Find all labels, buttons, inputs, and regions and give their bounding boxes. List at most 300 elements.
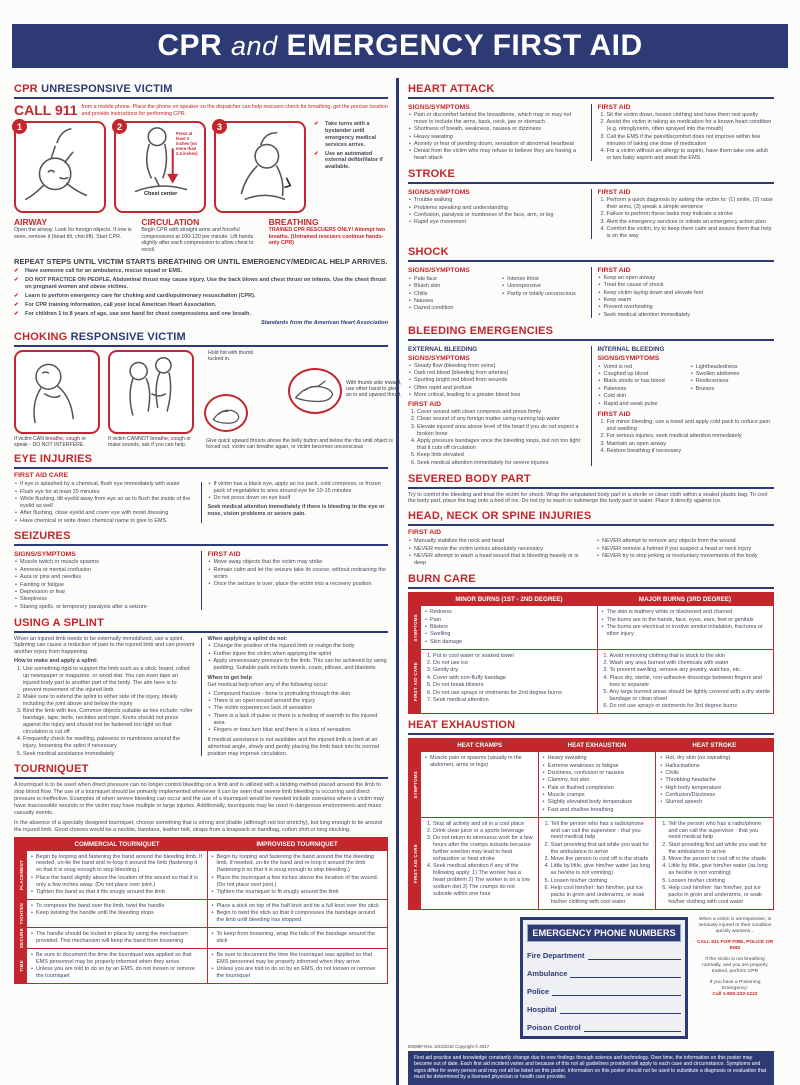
list-item: • Heavy sweating <box>408 134 585 141</box>
repeat-steps-title: REPEAT STEPS UNTIL VICTIM STARTS BREATHING OR UNTIL EMERGENCY/MEDICAL HELP ARRIVES. <box>14 257 388 267</box>
internal-aid-title: FIRST AID <box>597 410 631 418</box>
list-item: 4. Little by little, give him/her water (as long as he/she is not vomiting) <box>668 863 770 877</box>
head-neck-columns <box>408 537 774 568</box>
list-item: 5. Any large burned areas should be lightly covered with a dry sterile bandage or clean sheet <box>610 689 771 703</box>
heat-symptoms-row: SYMPTOMS • Muscle pain or spasms (usually in the abdomen, arms or legs) • Heavy sweating • Extreme weakness or fatigue • Dizziness, confusion or nausea • Clammy, hot skin • Pale or flushed complexion • Muscle cramps • Slightly elevated body temperature • Fast and shallow breathing • Hot, dry skin (no sweating) • Hallucinations • Chills • Throbbing headache • High body temperature • Confusion/Dizziness • Slurred speech <box>409 752 773 817</box>
list-item: • Clammy, hot skin <box>542 777 653 784</box>
internal-signs-col1 <box>598 364 682 408</box>
heimlich-illustration <box>110 352 192 432</box>
seizures-columns <box>14 549 388 611</box>
divider <box>201 638 202 757</box>
burn-col-major: MAJOR BURNS (3RD DEGREE) <box>638 596 732 604</box>
list-item: • Denial from the victim who may refuse to believe they are having a heart attack <box>408 148 585 162</box>
choking-can-box <box>14 350 100 434</box>
list-item: 1. For minor bleeding, use a towel and apply cold pack to reduce pain and swelling <box>607 419 775 433</box>
airway-illustration <box>16 123 104 211</box>
cpr-step-1-box <box>14 121 106 213</box>
list-item: • Cold skin <box>598 393 682 400</box>
emergency-phone-numbers-title: EMERGENCY PHONE NUMBERS <box>527 924 681 942</box>
list-item: • Apply unnecessary pressure to the limb. This can be achieved by using padding. Suitable pads include towels, coats, pillows, and blankets <box>208 658 389 672</box>
list-item: • Flush eye for at least 20 minutes <box>14 489 195 496</box>
list-item: • Change the position of the injured limb or realign the body <box>208 643 389 650</box>
list-item: • Hallucinations <box>659 763 770 770</box>
list-item: 2. Do not use ice <box>433 660 594 667</box>
list-item: • Unresponsive <box>501 283 584 290</box>
list-item: • Once the seizure is over, place the victim into a recovery position <box>208 581 389 588</box>
list-item: • Aura or pins and needles <box>14 574 195 581</box>
internal-bleeding-title: INTERNAL BLEEDING <box>597 345 665 353</box>
internal-signs-col2 <box>690 364 774 408</box>
breathing-title: BREATHING <box>268 217 319 227</box>
eye-columns <box>14 480 388 525</box>
aha-standards-note: Standards from the American Heart Association <box>260 319 388 326</box>
list-item: • Bluish skin <box>408 283 491 290</box>
list-item: • Begin by looping and fastening the band around the the bleeding limb. If needed, un-tie the band and re-loop it around the limb (fastening it so that it is snug enough to stop bleeding.) <box>211 854 385 875</box>
choking-can-caption: If victim CAN breathe, cough or speak - DO NOT INTERFERE. <box>14 435 87 448</box>
call-911-row <box>14 102 388 118</box>
list-item: 6. Help cool him/her: fan him/her, put ice packs in groin and underarms, or soak his/her clothing with cool water <box>668 885 770 906</box>
bleeding-columns <box>408 344 774 468</box>
choking-cannot-box <box>108 350 194 434</box>
list-item: • Often rapid and profuse <box>408 385 585 392</box>
list-item: • Place the band slightly above the location of the wound so that it is only a few inches away. (Do not place over joint.) <box>30 875 204 889</box>
list-item: • Redness <box>424 609 594 616</box>
hand-position-area <box>202 349 402 450</box>
section-stroke-title: STROKE <box>408 168 774 184</box>
list-item: • Partly or totally unconscious <box>501 291 584 298</box>
list-item: • Pain or discomfort behind the breastbone, which may or may not move to include the arms, back, neck, jaw or stomach <box>408 112 585 126</box>
list-item: 6. Help cool him/her: fan him/her, put ice packs in groin and underarms, or soak his/her clothing with cool water <box>551 885 653 906</box>
list-item: • Treat the cause of shock <box>598 282 775 289</box>
shock-aid-title: FIRST AID <box>597 266 631 274</box>
list-item: • Fingers or toes turn blue and there is a loss of sensation <box>208 727 389 734</box>
list-item: • Spurting bright red blood from wounds <box>408 377 585 384</box>
list-item: • Staring spells, or temporary paralysis after a seizure <box>14 604 195 611</box>
list-item: 4. Frequently check for swelling, paleness or numbness around the injury, loosening the splint if necessary <box>23 736 195 750</box>
splint-dont-list <box>208 643 389 672</box>
thrust-note: With thumb side inward, use other hand to give an in and upward thrust. <box>346 379 402 399</box>
burn-care-row: FIRST AID CARE 1. Put in cool water or soaked towel 2. Do not use ice 3. Gently dry 4. Cover with non-fluffy bandage 5. Do not break blisters 6. Do not use sprays or ointments for 2nd degree burns 7. Seek medical attention 1. Avoid removing clothing that is stuck to the skin 2. Wash any area burned with chemicals with water 3. To prevent swelling, remove any jewelry, watches, etc. 4. Place dry, sterile, non-adhesive dressings between fingers and toes to separate 5. Any large burned areas should be lightly covered with a dry sterile bandage or clean sheet 6. Do not use sprays or ointments for 3rd degree burns <box>409 649 773 714</box>
choking-cannot-block <box>108 350 194 448</box>
list-item: • Be sure to document the time the tourniquet was applied so that EMS personnel may be properly informed when they arrive <box>211 952 385 966</box>
list-item: 1. Perform a quick diagnosis by asking the victim to: (1) smile, (2) raise their arms, (3) speak a simple sentence <box>607 197 775 211</box>
list-item: • Pale or flushed complexion <box>542 785 653 792</box>
section-severed-title: SEVERED BODY PART <box>408 473 774 489</box>
list-item: • The burns are electrical or involve smoke inhalation, fractures or other injury <box>601 624 771 638</box>
list-item: 1. Cover wound with clean compress and press firmly <box>417 409 585 416</box>
call-911-label: CALL 911 <box>14 102 78 118</box>
list-item: 1. Use something rigid to support the limb such as a stick, board, rolled up newspaper or magazine, or wood slat. You can even tape an injured body part to another part of the body. The aim here is to prevent movement of the injured limb <box>23 666 195 694</box>
list-item: 4. Restore breathing if necessary <box>607 448 775 455</box>
list-item: 5. Do not break blisters <box>433 682 594 689</box>
list-item: • Keep twisting the handle until the bleeding stops <box>30 910 204 917</box>
internal-signs-title: SIGNS/SYMPTOMS <box>597 354 660 362</box>
list-item: • Fainting or fatigue <box>14 582 195 589</box>
list-item: • Heavy sweating <box>542 755 653 762</box>
repeat-steps-list <box>14 268 388 317</box>
emergency-row <box>408 917 774 1039</box>
list-item: 4. For a victim without an allergy to aspirin, have them take one adult or two baby aspirin and await the EMS <box>607 148 775 162</box>
list-item: • Anxiety or fear of pending doom, sensation of abnormal heartbeat <box>408 141 585 148</box>
circulation-text: Begin CPR with straight arms and forceful compressions at 100-120 per minute. Lift hands slightly after each compression to allow chest to recoil. <box>141 227 254 253</box>
heart-signs-title: SIGNS/SYMPTOMS <box>408 104 470 111</box>
list-item: • Move away objects that the victim may strike <box>208 559 389 566</box>
list-item: • Seek medical attention immediately <box>598 312 775 319</box>
seizures-aid-list <box>208 559 389 588</box>
list-item: • Chills <box>408 291 491 298</box>
splint-help-list <box>208 691 389 734</box>
list-item: • Compound fracture - bone is protruding through the skin <box>208 691 389 698</box>
list-item: 4. Little by little, give him/her water (as long as he/she is not vomiting) <box>551 863 653 877</box>
list-item: 1. Sit the victim down, loosen clothing and have them rest quietly <box>607 112 775 119</box>
list-item: • Keep victim laying down and elevate feet <box>598 290 775 297</box>
emergency-phone-numbers-box <box>520 917 688 1039</box>
list-item: • Steady flow (bleeding from veins) <box>408 363 585 370</box>
list-item: • More critical, leading to a greater blood loss <box>408 392 585 399</box>
list-item: 2. For serious injuries, seek medical attention immediately <box>607 433 775 440</box>
choking-bottom-note: Give quick upward thrusts above the belly button and below the ribs until object is forced out, victim can breathe again, or victim becomes unconscious <box>206 437 393 450</box>
list-item: 2. Clean wound of any foreign matter using running tap water <box>417 416 585 423</box>
section-bleeding-title: BLEEDING EMERGENCIES <box>408 325 774 341</box>
list-item: • Throbbing headache <box>659 777 770 784</box>
list-item: • Skin damage <box>424 639 594 646</box>
list-item: • The victim experiences lack of sensation <box>208 705 389 712</box>
fill-in-line <box>570 977 681 978</box>
stroke-aid-title: FIRST AID <box>597 189 631 197</box>
list-item: ✔ For CPR training information, call your local American Heart Association. <box>14 302 388 309</box>
list-item: ✔ DO NOT PRACTICE ON PEOPLE. Abdominal thrust may cause injury. Use the back blows and chest thrust on infants. Use the chest thrust on pregnant women and obese victims. <box>14 277 388 291</box>
copyright-line: 80089P Rev. 5/23/2018 Copyright © 2017 <box>408 1043 490 1049</box>
list-item: • Dizziness, confusion or nausea <box>542 770 653 777</box>
circulation-block <box>141 217 260 253</box>
choking-cannot-caption: If victim CANNOT breathe, cough or make sounds, ask if you can help. <box>108 435 191 448</box>
abc-row <box>14 217 388 253</box>
list-item: • Place the tourniquet a few inches above the location of the wound. (Do not place over joint.) <box>211 875 385 889</box>
list-item: 2. Start providing first aid while you wait for the ambulance to arrive <box>668 842 770 856</box>
list-item: • Extreme weakness or fatigue <box>542 763 653 770</box>
divider <box>201 551 202 609</box>
heart-signs-list <box>408 112 585 162</box>
splint-how-list <box>23 666 195 757</box>
first-aid-poster <box>0 24 800 1081</box>
external-signs-title: SIGNS/SYMPTOMS <box>408 354 470 362</box>
splint-help-note: If medical assistance is not available and the injured limb is bent at an abnormal angle, slowly and gently placing the limb back into its normal position may improve circulation. <box>207 736 380 757</box>
list-item: 3. Move the person to cool off in the shade <box>551 856 653 863</box>
emnote-cpr: If the victim is not breathing normally, and you are properly trained, perform CPR <box>702 956 768 975</box>
list-item: • Slightly elevated body temperature <box>542 799 653 806</box>
list-item: 1. Avoid removing clothing that is stuck to the skin <box>610 653 771 660</box>
list-item: • Bruises <box>690 386 774 393</box>
step-2-badge: 2 <box>112 119 127 134</box>
list-item: • To keep from loosening, wrap the tails of the bandage around the stick <box>211 931 385 945</box>
list-item: • Begin by looping and fastening the band around the bleeding limb. If needed, un-tie the band and re-loop it around the limb (fastening it so that it is snug enough to stop bleeding.) <box>30 854 204 875</box>
section-heat-title: HEAT EXHAUSTION <box>408 719 774 735</box>
list-item: • Pain <box>424 617 594 624</box>
list-item: 1. Tell the person who has a radio/phone and can call the supervisor - that you need medical help <box>551 821 653 842</box>
list-item: • Sleepiness <box>14 596 195 603</box>
list-item: • Keep warm <box>598 297 775 304</box>
list-item: • If victim has a black eye, apply an ice pack, cold compress, or frozen pack of vegetables to area around eye for 10-15 minutes <box>208 481 389 495</box>
section-eye-title: EYE INJURIES <box>14 453 388 469</box>
list-item: 3. To prevent swelling, remove any jewelry, watches, etc. <box>610 667 771 674</box>
eye-first-aid-care-title: FIRST AID CARE <box>14 472 69 480</box>
heat-col-exhaustion: HEAT EXHAUSTION <box>567 742 627 750</box>
list-item: • There is an open wound around the injury <box>208 698 389 705</box>
list-item: • NEVER try to stop jerking or involuntary movements of the body <box>596 553 774 560</box>
list-item: • Tighten the tourniquet to fit snugly around the limb <box>211 889 385 896</box>
list-item: 3. Call the EMS if the pain/discomfort does not improve within few minutes of taking one dose of medication <box>607 134 775 148</box>
shock-signs-col1 <box>408 276 491 313</box>
tourniquet-col-improvised: IMPROVISED TOURNIQUET <box>256 840 338 848</box>
head-neck-left-list <box>408 538 586 567</box>
stroke-aid-list <box>607 197 775 240</box>
eye-left-list <box>14 481 195 524</box>
list-item: • Trouble walking <box>408 197 585 204</box>
list-item: • Restlessness <box>690 378 774 385</box>
cpr-steps <box>14 121 388 213</box>
list-item: • Further injure the victim when applying the splint <box>208 651 389 658</box>
internal-aid-list <box>607 419 775 455</box>
emnote-call911: CALL 911 FOR FIRE, POLICE OR EMS <box>697 939 773 952</box>
heat-col-cramps: HEAT CRAMPS <box>457 742 503 750</box>
phone-row-hospital: Hospital <box>527 1005 681 1014</box>
section-head-neck-title: HEAD, NECK OR SPINE INJURIES <box>408 510 774 526</box>
list-item: 6. Do not use sprays or ointments for 2nd degree burns <box>433 690 594 697</box>
list-item: 3. Elevate injured area above level of the heart if you do not expect a broken bone <box>417 424 585 438</box>
external-bleeding-title: EXTERNAL BLEEDING <box>408 345 478 353</box>
list-item: 2. Start providing first aid while you wait for the ambulance to arrive <box>551 842 653 856</box>
list-item: • Remain calm and let the seizure take its course, without restraining the victim <box>208 567 389 581</box>
list-item: 1. Put in cool water or soaked towel <box>433 653 594 660</box>
list-item: 7. Seek medical attention <box>433 697 594 704</box>
list-item: 4. Cover with non-fluffy bandage <box>433 675 594 682</box>
list-item: 4. Comfort the victim, try to keep them calm and assure them that help is on the way <box>607 226 775 240</box>
phone-row-poison: Poison Control <box>527 1023 681 1032</box>
section-heart-attack-title: HEART ATTACK <box>408 83 774 99</box>
step-3-badge: 3 <box>212 119 227 134</box>
list-item: 2. Assist the victim in taking an medication for a known heart condition (e.g. nitroglycerin, often sprayed into the mouth) <box>607 119 775 133</box>
list-item: 1. Stop all activity and sit in a cool place <box>433 821 535 828</box>
cpr-side-checklist <box>314 121 386 213</box>
list-item: • Pale face <box>408 276 491 283</box>
footer <box>408 1044 774 1085</box>
fill-in-line <box>552 995 681 996</box>
airway-title: AIRWAY <box>14 217 48 227</box>
list-item: • Muscle pain or spasms (usually in the abdomen, arms or legs) <box>424 755 535 769</box>
phone-row-police: Police <box>527 987 681 996</box>
list-item: 2. Drink clear juice or a sports beverage <box>433 828 535 835</box>
list-item: • Confusion/Dizziness <box>659 792 770 799</box>
emnote-poison-label: If you have a Poisoning Emergency: <box>709 979 761 991</box>
list-item: 3. Alert the emergency services or initiate an emergency action plan <box>607 219 775 226</box>
choking-victim-illustration <box>16 352 98 432</box>
list-item: • Shortness of breath, weakness, nausea or dizziness <box>408 126 585 133</box>
list-item: 5. Loosen his/her clothing <box>551 878 653 885</box>
heart-attack-columns <box>408 102 774 163</box>
list-item: • Coughed up blood <box>598 371 682 378</box>
list-item: • Keep an open airway <box>598 275 775 282</box>
splint-columns <box>14 636 388 759</box>
list-item: • Place a stick on top of the half knot and tie a full knot over the stick <box>211 903 385 910</box>
section-burn-title: BURN CARE <box>408 573 774 589</box>
list-item: • Lightheadedness <box>690 364 774 371</box>
airway-text: Open the airway. Look for foreign objects. If one is seen, remove it (head tilt, chin lift). Start CPR. <box>14 227 132 240</box>
list-item: • Amnesia or mental confusion <box>14 567 195 574</box>
list-item: • Do not press down on eye itself <box>208 495 389 502</box>
section-cpr-title: CPR UNRESPONSIVE VICTIM <box>14 83 388 99</box>
list-item: • Rapid eye movement <box>408 219 585 226</box>
disclaimer-box: First aid practice and knowledge constantly change due to new findings through science and technology. Over time, the information on this poster may become out of date. Each first aid incident varies and because of this not all guidelines provided will apply to each case and circumstance. Symptoms and signs differ for every person and may not all be listed on this poster. Information on this poster should not be used to substitute a diagnosis or evaluation that must be determined by a licensed physician or health care provider. <box>408 1051 774 1085</box>
tourniquet-row-placement: PLACEMENT • Begin by looping and fastening the band around the bleeding limb. If needed, un-tie the band and re-loop it around the limb (fastening it so that it is snug enough to stop bleeding.) • Place the band slightly above the location of the wound so that it is only a few inches away. (Do not place over joint.) • Tighten the band so that it fits snugly around the limb • Begin by looping and fastening the band around the the bleeding limb. If needed, un-tie the band and re-loop it around the limb (fastening it so that it is snug enough to stop bleeding.) • Place the tourniquet a few inches above the location of the wound. (Do not place over joint.) • Tighten the tourniquet to fit snugly around the limb <box>15 851 387 899</box>
list-item: 4. Seek medical attention if any of the following apply: 1) The worker has a heart problem 2) The worker is on a low sodium diet 3) The cramps do not subside within one hour <box>433 863 535 897</box>
eye-note: Seek medical attention immediately if there is bleeding in the eye or nose, vision problems or severe pain. <box>207 504 385 518</box>
right-column <box>396 78 774 1085</box>
tourniquet-col-commercial: COMMERCIAL TOURNIQUET <box>74 840 160 848</box>
splint-intro: When an injured limb needs to be externally immobilized, use a splint. Splinting can cause a reduction of pain to the injured limb and can prevent another injury from happening. <box>14 635 195 656</box>
press-depth-note: Press at least 2 inches (no more than 2.4 inches) <box>176 131 198 157</box>
fill-in-line <box>584 1031 681 1032</box>
eye-right-list <box>208 481 389 502</box>
list-item: 3. Gently dry <box>433 667 594 674</box>
list-item: • After flushing, close eyelid and cover eye with moist dressing <box>14 510 195 517</box>
call-911-text: from a mobile phone. Place the phone on speaker so the dispatcher can help rescuers check for breathing, get the precise location and provide instructions for performing CPR. <box>81 104 388 117</box>
list-item: 5. Seek medical assistance immediately <box>23 751 195 758</box>
shock-columns <box>408 265 774 320</box>
list-item: • Prevent overheating <box>598 304 775 311</box>
list-item: • Vomit is red <box>598 364 682 371</box>
tourniquet-row-time: TIME • Be sure to document the time the tourniquet was applied so that EMS personnel may be properly informed when they arrive • Unless you are told to do so by an EMS, do not loosen or remove the tourniquet • Be sure to document the time the tourniquet was applied so that EMS personnel may be properly informed when they arrive • Unless you are told to do so by an EMS, do not loosen or remove the tourniquet <box>15 948 387 983</box>
list-item: • Dazed condition <box>408 305 491 312</box>
list-item: • To compress the band over the limb, twist the handle <box>30 903 204 910</box>
shock-aid-list <box>598 275 775 319</box>
list-item: • The skin is leathery white or blackened and charred <box>601 609 771 616</box>
list-item: 2. Make sure to extend the splint to either side of the injury, ideally including the joint above and below the injury <box>23 694 195 708</box>
divider <box>201 482 202 523</box>
list-item: • Unless you are told to do so by an EMS, do not loosen or remove the tourniquet <box>211 966 385 980</box>
list-item: 1. Tell the person who has a radio/phone and can call the supervisor - that you need medical help <box>668 821 770 842</box>
seizures-signs-list <box>14 559 195 610</box>
list-item: • Have chemical or write down chemical name to give to EMS <box>14 518 195 525</box>
external-aid-title: FIRST AID <box>408 401 441 408</box>
circulation-title: CIRCULATION <box>141 217 200 227</box>
section-seizures-title: SEIZURES <box>14 530 388 546</box>
breathing-block <box>269 217 388 253</box>
list-item: • Begin to twist the stick so that it compresses the bandage around the limb until bleeding has stopped <box>211 910 385 924</box>
cpr-side-check-list <box>314 121 386 171</box>
choking-row <box>14 349 402 450</box>
list-item: ✔ Learn to perform emergency care for choking and cardiopulmonary resuscitation (CPR). <box>14 293 388 300</box>
list-item: ✔ Have someone call for an ambulance, rescue squad or EMS. <box>14 268 388 275</box>
list-item: 4. Apply pressure bandages once the bleeding stops, but not too tight that it cuts off circulation <box>417 438 585 452</box>
list-item: • Fast and shallow breathing <box>542 807 653 814</box>
splint-help-title: When to get help <box>207 674 252 681</box>
heat-care-row: FIRST AID CARE 1. Stop all activity and sit in a cool place 2. Drink clear juice or a sports beverage 3. Do not return to strenuous work for a few hours after the cramps subside because further exertion may lead to heat exhaustion or heat stroke 4. Seek medical attention if any of the following apply: 1) The worker has a heart problem 2) The worker is on a low sodium diet 3) The cramps do not subside within one hour 1. Tell the person who has a radio/phone and can call the supervisor - that you need medical help 2. Start providing first aid while you wait for the ambulance to arrive 3. Move the person to cool off in the shade 4. Little by little, give him/her water (as long as he/she is not vomiting) 5. Loosen his/her clothing 6. Help cool him/her: fan him/her, put ice packs in groin and underarms, or soak his/her clothing with cool water 1. Tell the person who has a radio/phone and can call the supervisor - that you need medical help 2. Start providing first aid while you wait for the ambulance to arrive 3. Move the person to cool off in the shade 4. Little by little, give him/her water (as long as he/she is not vomiting) 5. Loosen his/her clothing 6. Help cool him/her: fan him/her, put ice packs in groin and underarms, or soak his/her clothing with cool water <box>409 817 773 909</box>
list-item: • Manually stabilize the neck and head <box>408 538 586 545</box>
list-item: • High body temperature <box>659 785 770 792</box>
shock-signs-col2 <box>501 276 584 313</box>
cpr-step-3-box <box>214 121 306 213</box>
external-signs-list <box>408 363 585 399</box>
emnote-poison-number: Call 1-800-222-1222 <box>712 992 758 998</box>
phone-row-ambulance: Ambulance <box>527 969 681 978</box>
section-shock-title: SHOCK <box>408 246 774 262</box>
list-item: • Hot, dry skin (no sweating) <box>659 755 770 762</box>
tourniquet-intro-2: In the absence of a specially designed tourniquet, choose something that is strong and pliable (although not too stretchy), but long enough to tie around the injured limb. Good choices would be a necktie, bandana, leather belt, straps from a knapsack or handbag, cotton shirt or long stocking. <box>14 819 383 833</box>
list-item: • Muscle twitch or muscle spasms <box>14 559 195 566</box>
airway-block <box>14 217 133 253</box>
list-item: • NEVER move the victim unless absolutely necessary <box>408 546 586 553</box>
poster-title-banner <box>12 24 788 68</box>
tourniquet-intro-1: A tourniquet is to be used when direct pressure can no longer control bleeding on a limb and is utilized with a binding method placed around the limb to stop blood flow. The use of a tourniquet should be primarily implemented whenever it can be seen that severe limb bleeding is occurring and direct pressure is ineffective. Examples of when severe bleeding can occur and the use of a tourniquet would be needed include scenarios where a victim may have inaccessible wounds or the victim may have multiple or large injuries. Additionally, tourniquets may be used in dangerous environments and mass casualty events. <box>14 782 384 816</box>
heat-table <box>408 738 774 910</box>
list-item: • While flushing, tilt eyelid away from eye so as to flush the inside of the eyelid as well <box>14 496 195 510</box>
list-item: • Confusion, paralysis or numbness of the face, arm, or leg <box>408 212 585 219</box>
list-item: • Intense thirst <box>501 276 584 283</box>
list-item: ✔ Take turns with a bystander until emergency medical services arrive. <box>314 121 386 149</box>
divider <box>591 104 592 161</box>
stroke-signs-list <box>408 197 585 226</box>
list-item: • NEVER attempt to remove any objects from the wound <box>596 538 774 545</box>
phone-row-fire: Fire Department <box>527 951 681 960</box>
fill-in-line <box>560 1013 681 1014</box>
divider <box>591 346 592 466</box>
stroke-signs-title: SIGNS/SYMPTOMS <box>408 189 470 197</box>
list-item: • Muscle cramps <box>542 792 653 799</box>
section-splint-title: USING A SPLINT <box>14 617 388 633</box>
divider <box>591 189 592 239</box>
divider <box>591 267 592 318</box>
head-neck-aid-title: FIRST AID <box>408 529 441 537</box>
seizures-signs-title: SIGNS/SYMPTOMS <box>14 551 76 559</box>
list-item: • There is a lack of pulse or there is a feeling of warmth to the injured area <box>208 713 389 727</box>
list-item: • Be sure to document the time the tourniquet was applied so that EMS personnel may be properly informed when they arrive <box>30 952 204 966</box>
tourniquet-row-secure: SECURE • The handle should be locked in place by using the mechanism provided. This mechanism will keep the band from loosening • To keep from loosening, wrap the tails of the bandage around the stick <box>15 927 387 948</box>
heart-aid-list <box>607 112 775 162</box>
list-item: 5. Keep limb elevated <box>417 452 585 459</box>
section-tourniquet-title: TOURNIQUET <box>14 763 388 779</box>
burn-symptoms-row: SYMPTOMS • Redness • Pain • Blisters • Swelling • Skin damage • The skin is leathery white or blackened and charred • The burns are to the hands, face, eyes, ears, feet or genitals • The burns are electrical or involve smoke inhalation, fractures or other injury <box>409 606 773 648</box>
list-item: • Dark red blood (bleeding from arteries) <box>408 370 585 377</box>
poster-title: CPR and EMERGENCY FIRST AID <box>157 29 643 62</box>
list-item: • The burns are to the hands, face, eyes, ears, feet or genitals <box>601 617 771 624</box>
call-911-sidebar <box>696 917 774 1039</box>
chest-center-label: Chest center <box>144 191 178 197</box>
tourniquet-table-header <box>15 838 387 851</box>
breathing-text: TRAINED CPR RESCUERS ONLY! Attempt two breaths. (Untrained rescuers continue hands-only CPR) <box>268 227 386 247</box>
burn-col-minor: MINOR BURNS (1ST - 2ND DEGREE) <box>455 596 563 604</box>
head-neck-right-list <box>596 538 774 567</box>
list-item: • If eye is splashed by a chemical, flush eye immediately with water <box>14 481 195 488</box>
list-item: • Tighten the band so that it fits snugly around the limb <box>30 889 204 896</box>
list-item: • Blisters <box>424 624 594 631</box>
tourniquet-row-tighten: TIGHTEN • To compress the band over the limb, twist the handle • Keep twisting the handle until the bleeding stops • Place a stick on top of the half knot and tie a full knot over the stick • Begin to twist the stick so that it compresses the bandage around the limb until bleeding has stopped <box>15 899 387 927</box>
choking-can-block <box>14 350 100 448</box>
fill-in-line <box>588 959 681 960</box>
list-item: • Problems speaking and understanding <box>408 205 585 212</box>
list-item: 6. Seek medical attention immediately for severe injuries <box>417 460 585 467</box>
fist-note: Hold fist with thumb tucked in. <box>208 349 254 362</box>
list-item: • NEVER attempt to wash a head wound that is bleeding heavily or is deep <box>408 553 586 567</box>
list-item: • Swelling <box>424 631 594 638</box>
list-item: • Unless you are told to do so by an EMS, do not loosen or remove the tourniquet <box>30 966 204 980</box>
external-aid-list <box>417 409 585 467</box>
list-item: • Slurred speech <box>659 799 770 806</box>
step-1-badge: 1 <box>12 119 27 134</box>
list-item: 3. Bind the limb with ties. Common objects suitable as ties include: roller bandage, tape, belts, neckties and rope. Knots should not press against the injury and should not be fastened too tight so that circulation is cut off <box>23 708 195 736</box>
splint-help-intro: Get medical help when any of the following occur: <box>207 681 329 688</box>
stroke-columns <box>408 187 774 241</box>
list-item: 2. Wash any area burned with chemicals with water <box>610 660 771 667</box>
